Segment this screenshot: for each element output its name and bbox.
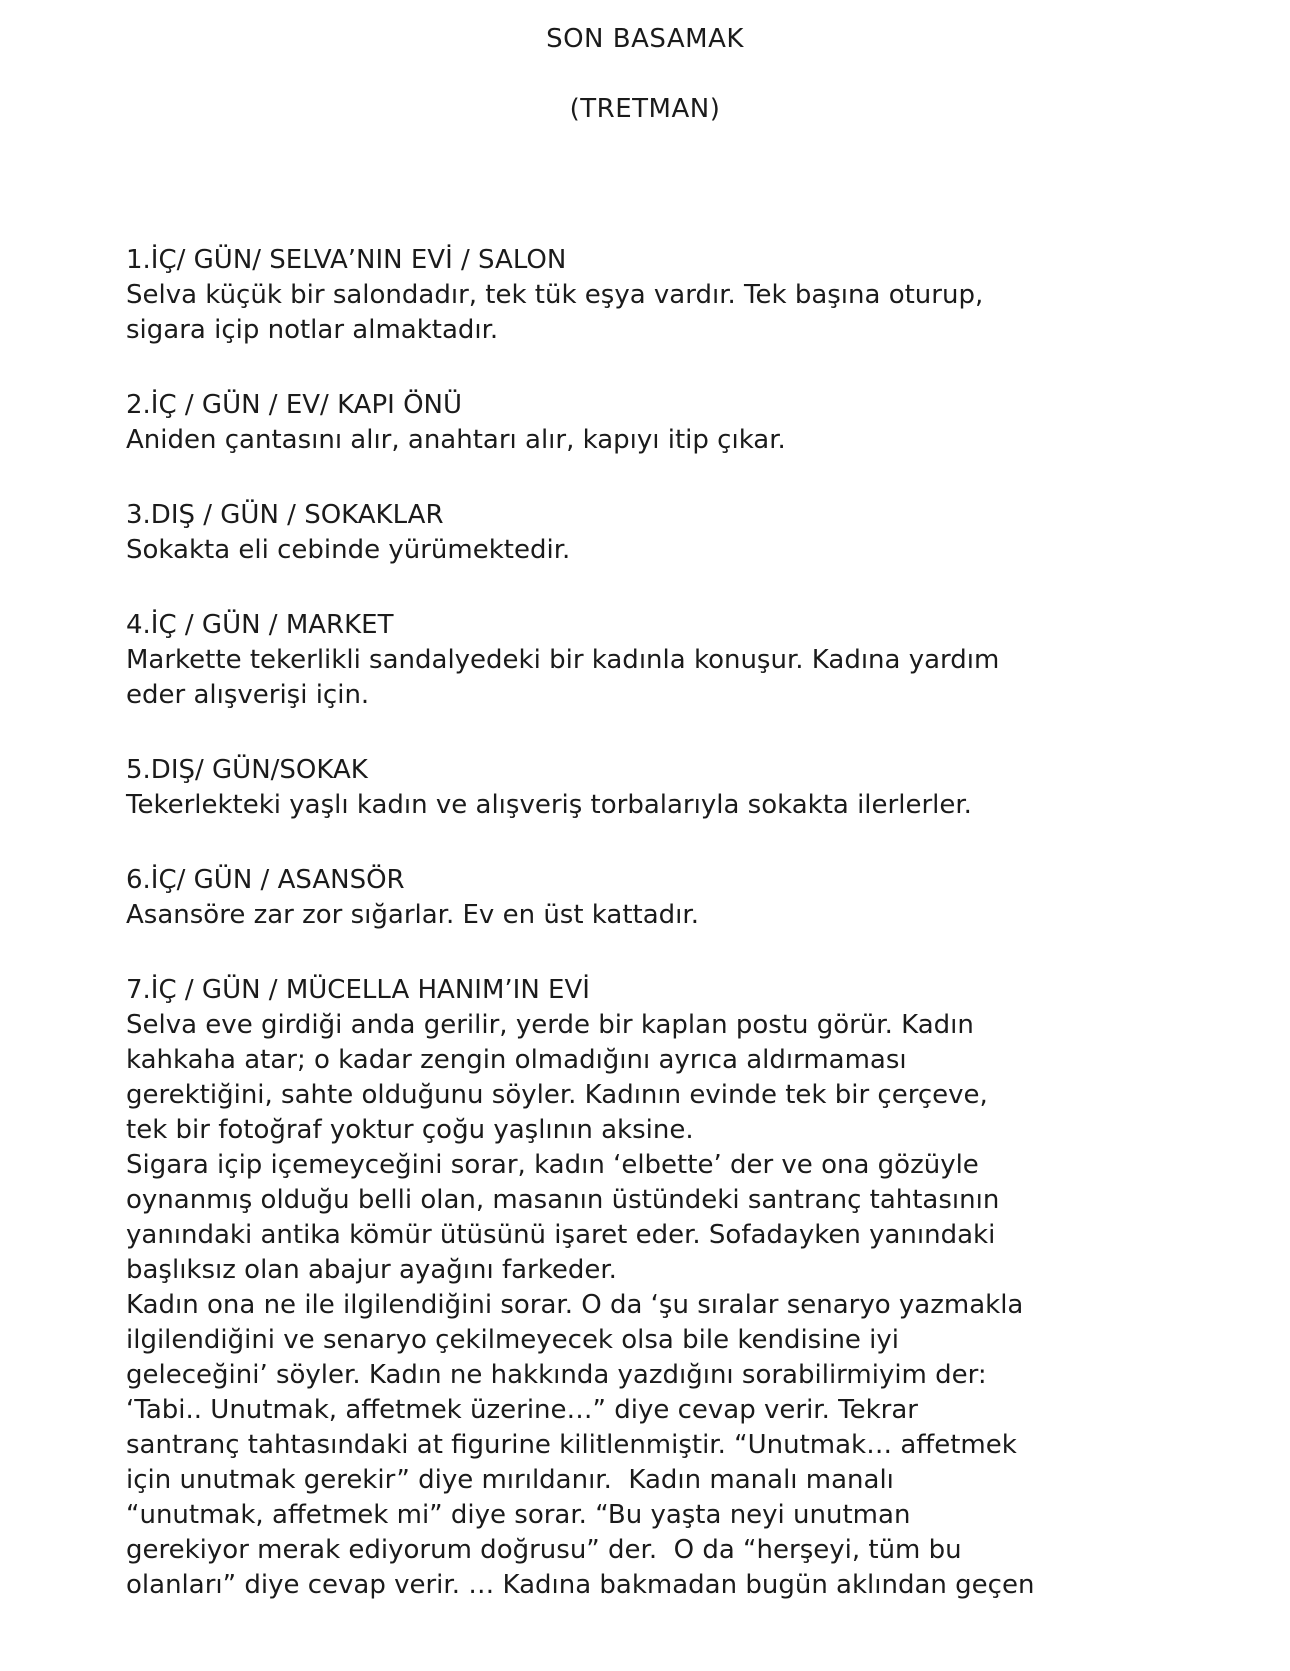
scene-block (126, 388, 1260, 458)
scene-text-line: olanları” diye cevap verir. … Kadına bakmadan bugün aklından geçen (126, 1570, 1035, 1600)
scene-text-line: geleceğini’ söyler. Kadın ne hakkında yazdığını sorabilirmiyim der: (126, 1360, 987, 1390)
scene-text-line: “unutmak, affetmek mi” diye sorar. “Bu yaşta neyi unutman (126, 1500, 911, 1530)
scene-list (0, 243, 1290, 1603)
document-subtitle: (TRETMAN) (569, 94, 721, 124)
scene-text-line: gerektiğini, sahte olduğunu söyler. Kadının evinde tek bir çerçeve, (126, 1080, 988, 1110)
scene-block (126, 973, 1260, 1603)
scene-text-line: yanındaki antika kömür ütüsünü işaret eder. Sofadayken yanındaki (126, 1220, 996, 1250)
scene-text-line: Selva küçük bir salondadır, tek tük eşya vardır. Tek başına oturup, (126, 280, 984, 310)
scene-text-line: ‘Tabi.. Unutmak, affetmek üzerine…” diye cevap verir. Tekrar (126, 1395, 918, 1425)
scene-text-line: Markette tekerlikli sandalyedeki bir kadınla konuşur. Kadına yardım (126, 645, 1000, 675)
scene-block (126, 243, 1260, 348)
scene-text-line: sigara içip notlar almaktadır. (126, 315, 499, 345)
scene-text-line: eder alışverişi için. (126, 680, 370, 710)
scene-text-line: ilgilendiğini ve senaryo çekilmeyecek olsa bile kendisine iyi (126, 1325, 900, 1355)
scene-text-line: için unutmak gerekir” diye mırıldanır. Kadın manalı manalı (126, 1465, 894, 1495)
scene-text-line: Asansöre zar zor sığarlar. Ev en üst kattadır. (126, 900, 699, 930)
scene-text-line: Aniden çantasını alır, anahtarı alır, kapıyı itip çıkar. (126, 425, 786, 455)
scene-text-line: oynanmış olduğu belli olan, masanın üstündeki santranç tahtasının (126, 1185, 1000, 1215)
scene-text-line: kahkaha atar; o kadar zengin olmadığını ayrıca aldırmaması (126, 1045, 907, 1075)
scene-block (126, 608, 1260, 713)
document-title: SON BASAMAK (546, 24, 744, 54)
scene-text-line: Sokakta eli cebinde yürümektedir. (126, 535, 571, 565)
scene-text-line: Sigara içip içemeyceğini sorar, kadın ‘elbette’ der ve ona gözüyle (126, 1150, 979, 1180)
scene-text-line: santranç tahtasındaki at figurine kilitlenmiştir. “Unutmak… affetmek (126, 1430, 1017, 1460)
scene-heading: 7.İÇ / GÜN / MÜCELLA HANIM’IN EVİ (126, 975, 590, 1005)
scene-heading: 5.DIŞ/ GÜN/SOKAK (126, 755, 368, 785)
scene-heading: 1.İÇ/ GÜN/ SELVA’NIN EVİ / SALON (126, 245, 567, 275)
scene-heading: 2.İÇ / GÜN / EV/ KAPI ÖNÜ (126, 390, 463, 420)
scene-heading: 3.DIŞ / GÜN / SOKAKLAR (126, 500, 444, 530)
scene-text-line: Selva eve girdiği anda gerilir, yerde bir kaplan postu görür. Kadın (126, 1010, 974, 1040)
scene-heading: 4.İÇ / GÜN / MARKET (126, 610, 394, 640)
scene-text-line: gerekiyor merak ediyorum doğrusu” der. O da “herşeyi, tüm bu (126, 1535, 962, 1565)
scene-text-line: Tekerlekteki yaşlı kadın ve alışveriş torbalarıyla sokakta ilerlerler. (126, 790, 972, 820)
scene-text-line: başlıksız olan abajur ayağını farkeder. (126, 1255, 617, 1285)
scene-block (126, 498, 1260, 568)
scene-block (126, 863, 1260, 933)
scene-block (126, 753, 1260, 823)
scene-text-line: tek bir fotoğraf yoktur çoğu yaşlının aksine. (126, 1115, 694, 1145)
scene-heading: 6.İÇ/ GÜN / ASANSÖR (126, 865, 405, 895)
scene-text-line: Kadın ona ne ile ilgilendiğini sorar. O da ‘şu sıralar senaryo yazmakla (126, 1290, 1024, 1320)
